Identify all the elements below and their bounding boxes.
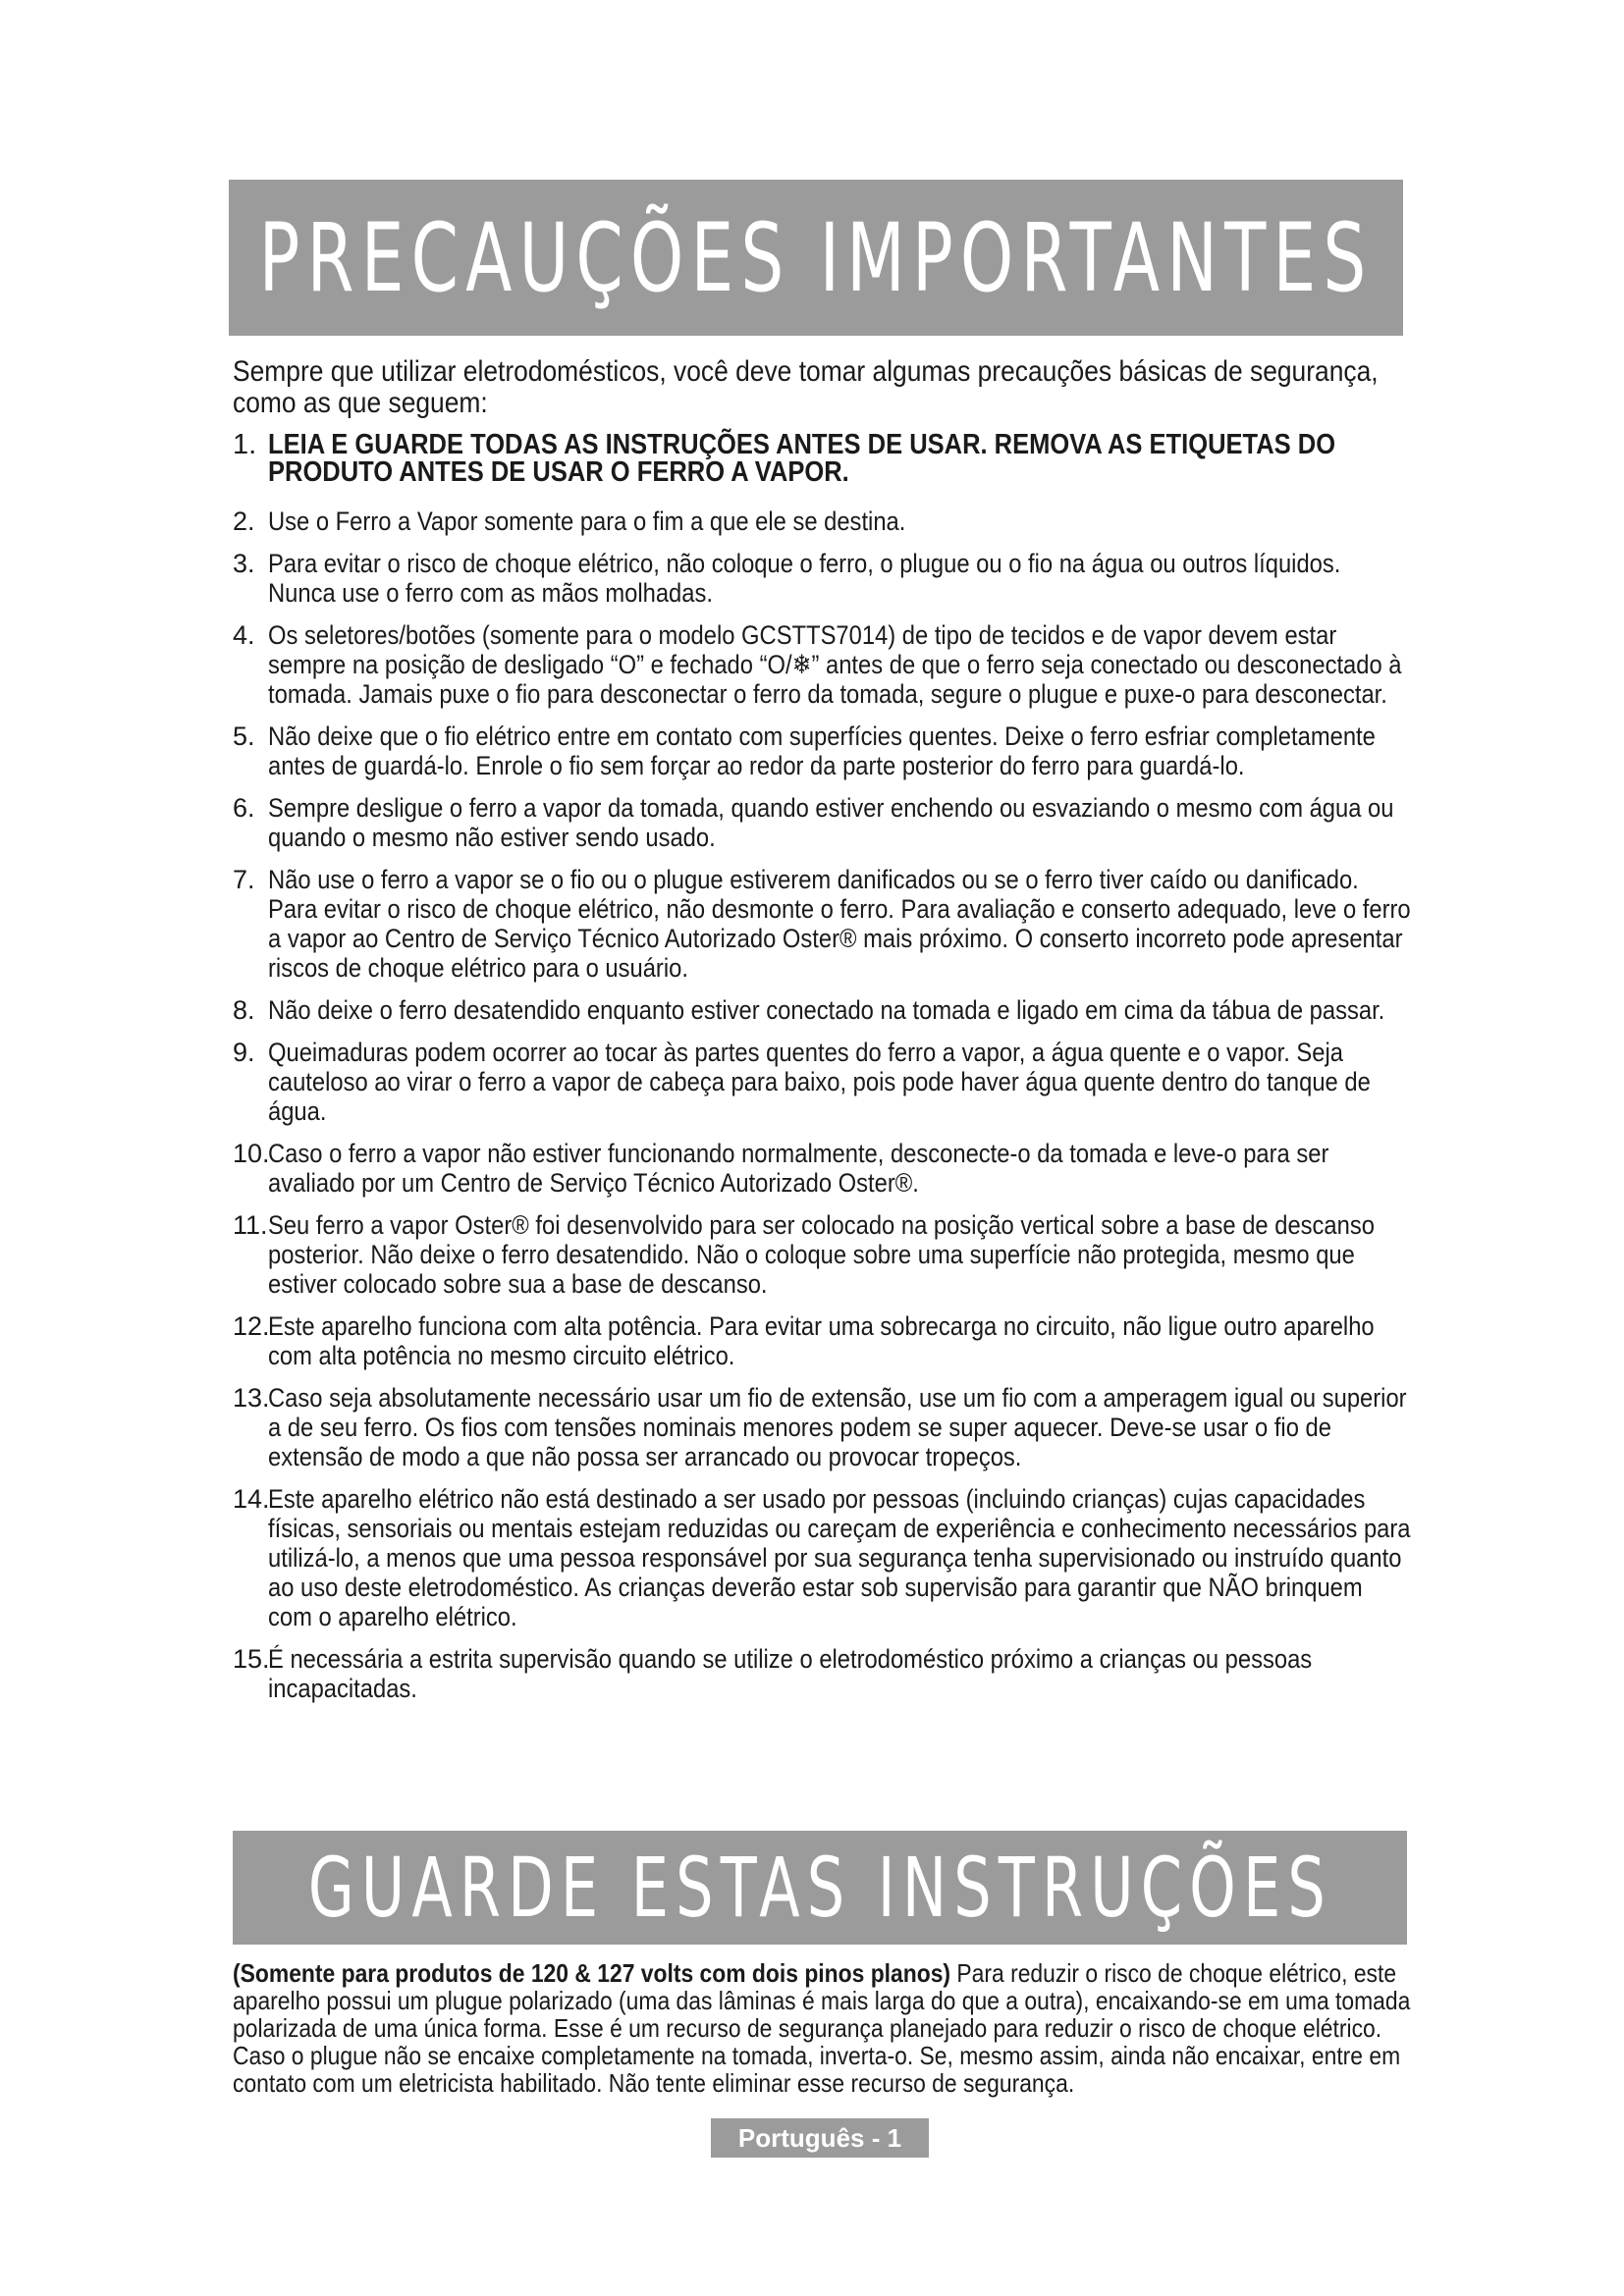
intro-paragraph	[233, 356, 1411, 419]
polarized-lead: (Somente para produtos de 120 & 127 volts com dois pinos planos)	[233, 1958, 951, 1988]
item-text: LEIA E GUARDE TODAS AS INSTRUÇÕES ANTES DE USAR. REMOVA AS ETIQUETAS DO PRODUTO ANTES DE USAR O FERRO A VAPOR.	[268, 429, 1336, 488]
item-number: 14.	[233, 1484, 270, 1514]
item-text: Não deixe que o fio elétrico entre em contato com superfícies quentes. Deixe o ferro esfriar completamente antes de guardá-lo. Enrole o fio sem forçar ao redor da parte posterior do ferro para guardá-lo.	[268, 721, 1376, 780]
save-instructions-banner	[233, 1831, 1407, 1945]
item-text: Sempre desligue o ferro a vapor da tomada, quando estiver enchendo ou esvaziando o mesmo com água ou quando o mesmo não estiver sendo usado.	[268, 793, 1394, 852]
item-number: 5.	[233, 721, 255, 751]
save-instructions-title: GUARDE ESTAS INSTRUÇÕES	[307, 1840, 1332, 1936]
list-item	[233, 620, 1411, 709]
item-text: Este aparelho elétrico não está destinado a ser usado por pessoas (incluindo crianças) cujas capacidades físicas, sensoriais ou mentais estejam reduzidas ou careçam de experiência e conhecimento necessários para utilizá-lo, a menos que uma pessoa responsável por sua segurança tenha supervisionado ou instruído quanto ao uso deste eletrodoméstico. As crianças deverão estar sob supervisão para garantir que NÃO brinquem com o aparelho elétrico.	[268, 1484, 1411, 1631]
list-item	[233, 995, 1411, 1025]
item-number: 1.	[233, 429, 257, 460]
item-text: Seu ferro a vapor Oster® foi desenvolvido para ser colocado na posição vertical sobre a base de descanso posterior. Não deixe o ferro desatendido. Não o coloque sobre uma superfície não protegida, mesmo que estiver colocado sobre sua a base de descanso.	[268, 1210, 1375, 1299]
item-number: 12.	[233, 1311, 270, 1341]
list-item	[233, 1311, 1411, 1370]
page-number-badge	[711, 2118, 929, 2158]
item-number: 10.	[233, 1139, 270, 1168]
list-item	[233, 431, 1411, 496]
page-title: PRECAUÇÕES IMPORTANTES	[258, 202, 1374, 313]
list-item	[233, 1383, 1411, 1471]
list-item	[233, 1210, 1411, 1299]
list-item	[233, 507, 1411, 536]
page-number: Português - 1	[737, 2122, 902, 2153]
item-number: 4.	[233, 620, 255, 650]
item-text: Este aparelho funciona com alta potência. Para evitar uma sobrecarga no circuito, não ligue outro aparelho com alta potência no mesmo circuito elétrico.	[268, 1311, 1375, 1370]
item-number: 8.	[233, 995, 255, 1025]
page-title-banner	[229, 180, 1403, 336]
list-item	[233, 549, 1411, 608]
item-number: 7.	[233, 865, 255, 894]
item-number: 11.	[233, 1210, 268, 1240]
item-text: Não deixe o ferro desatendido enquanto estiver conectado na tomada e ligado em cima da tábua de passar.	[268, 995, 1385, 1025]
precautions-list	[233, 507, 1411, 1716]
polarized-text: Para reduzir o risco de choque elétrico, este aparelho possui um plugue polarizado (uma das lâminas é mais larga do que a outra), encaixando-se em uma tomada polarizada de uma única forma. Esse é um recurso de segurança planejado para reduzir o risco de choque elétrico. Caso o plugue não se encaixe completamente na tomada, inverta-o. Se, mesmo assim, ainda não encaixar, entre em contato com um eletricista habilitado. Não tente eliminar esse recurso de segurança.	[233, 1958, 1411, 2098]
item-text: Caso seja absolutamente necessário usar um fio de extensão, use um fio com a amperagem igual ou superior a de seu ferro. Os fios com tensões nominais menores podem se super aquecer. Deve-se usar o fio de extensão de modo a que não possa ser arrancado ou provocar tropeços.	[268, 1383, 1407, 1471]
item-text: É necessária a estrita supervisão quando se utilize o eletrodoméstico próximo a crianças ou pessoas incapacitadas.	[268, 1644, 1313, 1703]
list-item	[233, 865, 1411, 983]
intro-text: Sempre que utilizar eletrodomésticos, você deve tomar algumas precauções básicas de segurança, como as que seguem:	[233, 355, 1379, 419]
item-text: Não use o ferro a vapor se o fio ou o plugue estiverem danificados ou se o ferro tiver caído ou danificado. Para evitar o risco de choque elétrico, não desmonte o ferro. Para avaliação e conserto adequado, leve o ferro a vapor ao Centro de Serviço Técnico Autorizado Oster® mais próximo. O conserto incorreto pode apresentar riscos de choque elétrico para o usuário.	[268, 865, 1411, 983]
item-number: 13.	[233, 1383, 270, 1413]
item-number: 2.	[233, 507, 255, 536]
list-item	[233, 1139, 1411, 1198]
list-item	[233, 1644, 1411, 1703]
item-number: 15.	[233, 1644, 270, 1674]
item-text: Use o Ferro a Vapor somente para o fim a que ele se destina.	[268, 507, 906, 536]
list-item	[233, 721, 1411, 780]
item-number: 9.	[233, 1038, 255, 1067]
item-text: Os seletores/botões (somente para o modelo GCSTTS7014) de tipo de tecidos e de vapor devem estar sempre na posição de desligado “O” e fechado “O/❄” antes de que o ferro seja conectado ou desconectado à tomada. Jamais puxe o fio para desconectar o ferro da tomada, segure o plugue e puxe-o para desconectar.	[268, 620, 1402, 709]
item-number: 3.	[233, 549, 255, 578]
polarized-plug-notice	[233, 1959, 1411, 2097]
item-text: Para evitar o risco de choque elétrico, não coloque o ferro, o plugue ou o fio na água ou outros líquidos. Nunca use o ferro com as mãos molhadas.	[268, 549, 1341, 608]
item-number: 6.	[233, 793, 255, 823]
list-item	[233, 1038, 1411, 1126]
list-item	[233, 793, 1411, 852]
item-text: Queimaduras podem ocorrer ao tocar às partes quentes do ferro a vapor, a água quente e o vapor. Seja cauteloso ao virar o ferro a vapor de cabeça para baixo, pois pode haver água quente dentro do tanque de água.	[268, 1038, 1371, 1126]
item-text: Caso o ferro a vapor não estiver funcionando normalmente, desconecte-o da tomada e leve-o para ser avaliado por um Centro de Serviço Técnico Autorizado Oster®.	[268, 1139, 1329, 1198]
list-item	[233, 1484, 1411, 1631]
